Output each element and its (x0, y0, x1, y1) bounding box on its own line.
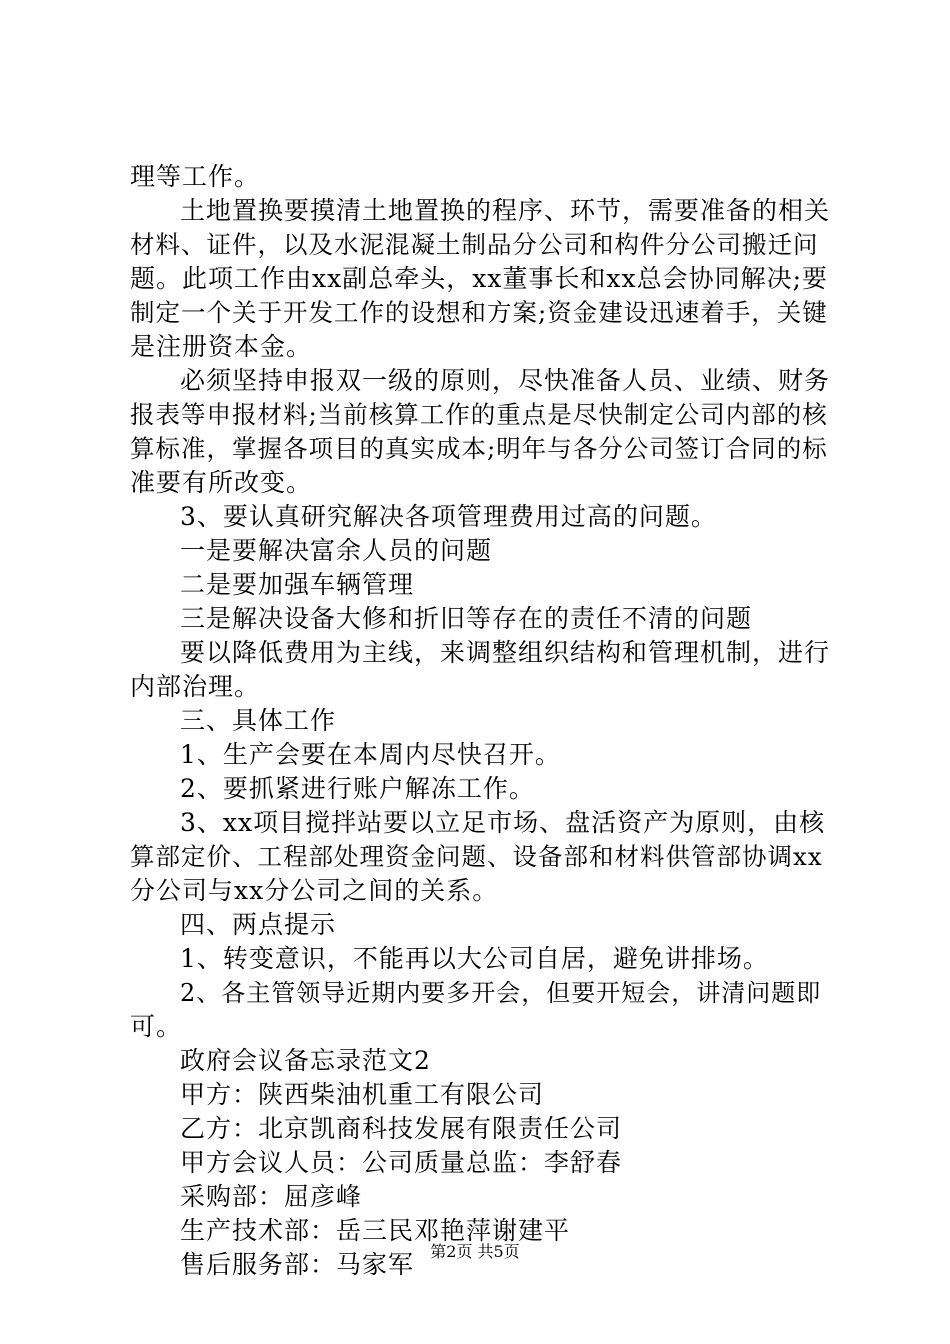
text-line: 甲方：陕西柴油机重工有限公司 (180, 1080, 545, 1109)
text-line: 2、各主管领导近期内要多开会，但要开短会，讲清问题即 (180, 979, 822, 1007)
text-line: 甲方会议人员：公司质量总监：李舒春 (180, 1148, 623, 1177)
text-line: 三是解决设备大修和折旧等存在的责任不清的问题 (180, 604, 753, 633)
text-line: 3、xx项目搅拌站要以立足市场、盘活资产为原则，由核 (180, 808, 826, 837)
text-line: 采购部：屈彦峰 (180, 1182, 363, 1211)
text-line: 材料、证件，以及水泥混凝土制品分公司和构件分公司搬迁问 (130, 230, 819, 259)
text-line: 四、两点提示 (180, 910, 337, 939)
text-line: 准要有所改变。 (130, 468, 313, 497)
text-line: 报表等申报材料;当前核算工作的重点是尽快制定公司内部的核 (130, 400, 828, 429)
text-line: 生产技术部：岳三民邓艳萍谢建平 (180, 1216, 571, 1245)
text-line: 乙方：北京凯商科技发展有限责任公司 (180, 1114, 623, 1143)
page-footer: 第2页 共5页 (430, 1242, 520, 1261)
text-line: 一是要解决富余人员的问题 (180, 536, 493, 565)
text-line: 3、要认真研究解决各项管理费用过高的问题。 (180, 502, 717, 531)
text-line: 土地置换要摸清土地置换的程序、环节，需要准备的相关 (180, 196, 831, 225)
text-line: 必须坚持申报双一级的原则，尽快准备人员、业绩、财务 (180, 366, 831, 395)
text-line: 政府会议备忘录范文2 (180, 1046, 431, 1075)
text-line: 算部定价、工程部处理资金问题、设备部和材料供管部协调xx (130, 842, 823, 871)
text-line: 售后服务部：马家军 (180, 1250, 415, 1279)
text-line: 1、生产会要在本周内尽快召开。 (180, 740, 561, 769)
text-line: 题。此项工作由xx副总牵头，xx董事长和xx总会协同解决;要 (130, 264, 829, 293)
text-line: 三、具体工作 (180, 706, 337, 735)
document-body (130, 160, 830, 1282)
text-line: 1、转变意识，不能再以大公司自居，避免讲排场。 (180, 944, 769, 973)
text-line: 可。 (130, 1012, 183, 1041)
text-line: 算标准，掌握各项目的真实成本;明年与各分公司签订合同的标 (130, 434, 828, 463)
text-line: 理等工作。 (130, 162, 261, 191)
text-line: 是注册资本金。 (130, 332, 313, 361)
text-line: 2、要抓紧进行账户解冻工作。 (180, 774, 535, 803)
text-line: 分公司与xx分公司之间的关系。 (130, 876, 499, 905)
text-line: 制定一个关于开发工作的设想和方案;资金建设迅速着手，关键 (130, 298, 828, 327)
text-line: 内部治理。 (130, 672, 261, 701)
text-line: 要以降低费用为主线，来调整组织结构和管理机制，进行 (180, 638, 831, 667)
text-line: 二是要加强车辆管理 (180, 570, 415, 599)
